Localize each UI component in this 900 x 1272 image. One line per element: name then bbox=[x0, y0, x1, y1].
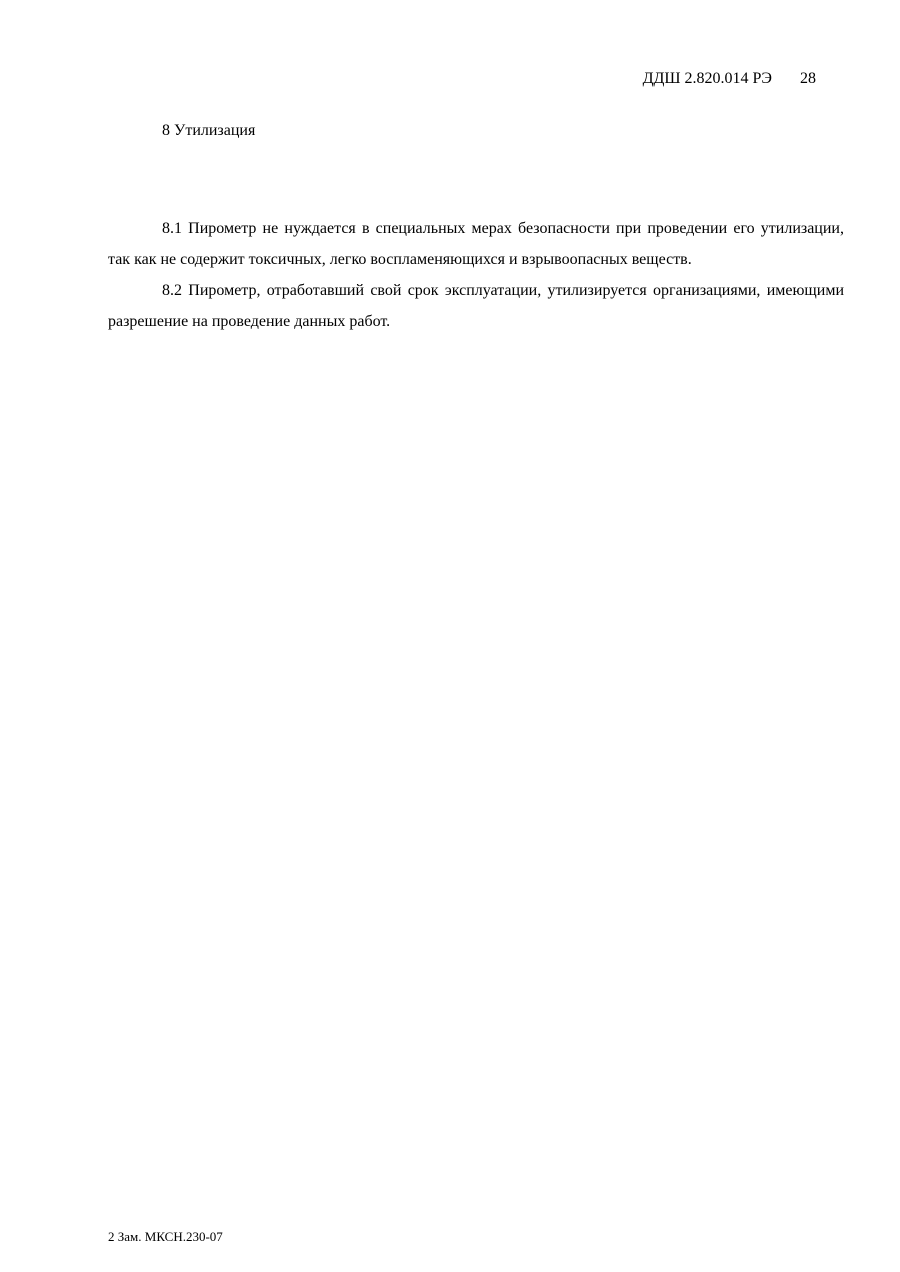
section-body bbox=[108, 213, 844, 337]
page-header bbox=[643, 70, 816, 88]
section-title: 8 Утилизация bbox=[162, 122, 256, 139]
document-code: ДДШ 2.820.014 РЭ bbox=[642, 70, 772, 87]
paragraph-8-1: 8.1 Пирометр не нуждается в специальных мерах безопасности при проведении его утилизации, так как не содержит токсичных, легко воспламеняющихся и взрывоопасных веществ. bbox=[108, 220, 844, 268]
paragraph-8-2: 8.2 Пирометр, отработавший свой срок эксплуатации, утилизируется организациями, имеющими разрешение на проведение данных работ. bbox=[108, 282, 844, 330]
revision-note: 2 Зам. МКСН.230-07 bbox=[108, 1229, 223, 1244]
page-number: 28 bbox=[800, 70, 816, 87]
